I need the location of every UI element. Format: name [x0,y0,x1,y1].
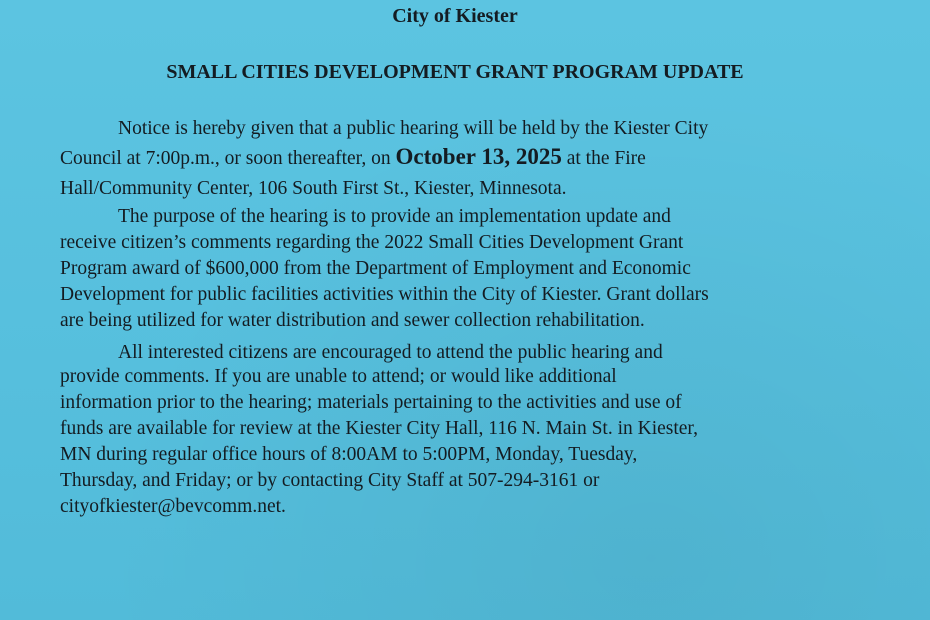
p1-line-2-start: Council at 7:00p.m., or soon thereafter, on [60,148,396,169]
p1-line-2 [60,146,646,170]
p3-line-3: information prior to the hearing; materials pertaining to the activities and use of [60,392,682,413]
p3-line-2: provide comments. If you are unable to attend; or would like additional [60,366,617,387]
p2-line-5: are being utilized for water distribution and sewer collection rehabilitation. [60,310,645,331]
p1-line-3: Hall/Community Center, 106 South First St., Kiester, Minnesota. [60,178,567,199]
notice-title: SMALL CITIES DEVELOPMENT GRANT PROGRAM UPDATE [166,61,744,83]
p3-line-1: All interested citizens are encouraged to attend the public hearing and [118,342,663,363]
city-name: City of Kiester [392,5,518,27]
hearing-date: October 13, 2025 [395,144,562,169]
p2-line-4: Development for public facilities activities within the City of Kiester. Grant dollars [60,284,709,305]
p2-line-1: The purpose of the hearing is to provide an implementation update and [118,206,671,227]
contact-email: cityofkiester@bevcomm.net. [60,496,286,517]
p3-line-4: funds are available for review at the Kiester City Hall, 116 N. Main St. in Kiester, [60,418,699,439]
p2-line-3: Program award of $600,000 from the Department of Employment and Economic [60,258,691,279]
p1-line-1: Notice is hereby given that a public hearing will be held by the Kiester City [118,118,709,139]
p3-line-6: Thursday, and Friday; or by contacting City Staff at 507-294-3161 or [60,470,600,491]
p2-line-2: receive citizen’s comments regarding the 2022 Small Cities Development Grant [60,232,684,253]
p1-line-2-end: at the Fire [561,148,646,169]
p3-line-5: MN during regular office hours of 8:00AM to 5:00PM, Monday, Tuesday, [60,444,638,465]
